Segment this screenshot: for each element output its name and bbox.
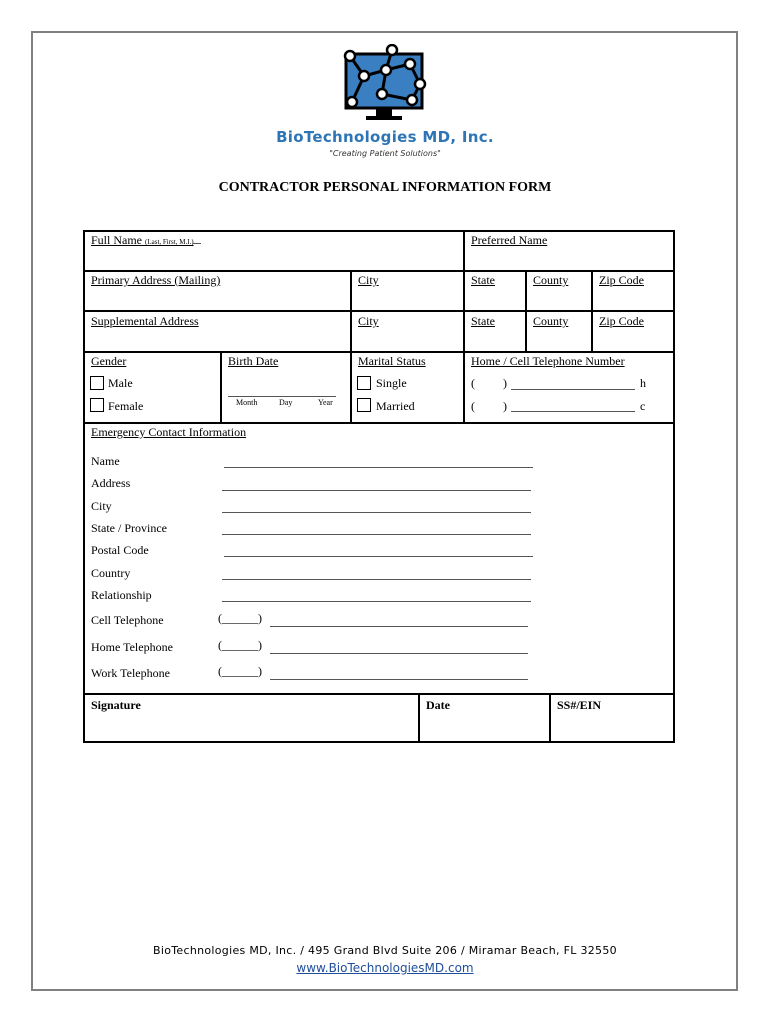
supplemental-zip-label: Zip Code xyxy=(599,314,644,328)
emergency-work-label: Work Telephone xyxy=(91,666,170,680)
emergency-city-line[interactable] xyxy=(222,512,531,513)
emergency-postal-label: Postal Code xyxy=(91,543,149,557)
home-phone-open-paren: ( xyxy=(471,376,475,390)
emergency-country-line[interactable] xyxy=(222,579,531,580)
company-tagline: "Creating Patient Solutions" xyxy=(329,149,441,158)
preferred-name-label: Preferred Name xyxy=(471,233,548,247)
emergency-relationship-label: Relationship xyxy=(91,588,152,602)
birth-date-label: Birth Date xyxy=(228,354,279,368)
company-name: BioTechnologies MD, Inc. xyxy=(276,128,494,146)
birth-date-line xyxy=(228,396,336,397)
emergency-cell-line[interactable] xyxy=(270,626,528,627)
cell-phone-line[interactable] xyxy=(511,411,635,412)
col-divider xyxy=(525,270,527,351)
emergency-cell-paren: (______) xyxy=(218,611,262,625)
emergency-relationship-line[interactable] xyxy=(222,601,531,602)
male-label: Male xyxy=(108,376,133,390)
primary-state-label: State xyxy=(471,273,495,287)
birth-month-label: Month xyxy=(236,398,258,407)
date-label: Date xyxy=(426,698,450,712)
phone-header-label: Home / Cell Telephone Number xyxy=(471,354,625,368)
emergency-address-label: Address xyxy=(91,476,131,490)
emergency-postal-line[interactable] xyxy=(224,556,533,557)
supplemental-state-label: State xyxy=(471,314,495,328)
emergency-address-line[interactable] xyxy=(222,490,531,491)
single-checkbox[interactable] xyxy=(357,376,371,390)
emergency-city-label: City xyxy=(91,499,112,513)
col-divider xyxy=(463,230,465,270)
col-divider xyxy=(591,270,593,351)
gender-label: Gender xyxy=(91,354,127,368)
birth-year-label: Year xyxy=(318,398,333,407)
col-divider xyxy=(220,351,222,422)
emergency-work-paren: (______) xyxy=(218,664,262,678)
emergency-home-line[interactable] xyxy=(270,653,528,654)
supplemental-city-label: City xyxy=(358,314,379,328)
emergency-title: Emergency Contact Information xyxy=(91,425,247,439)
footer-website-link[interactable]: www.BioTechnologiesMD.com xyxy=(296,961,474,975)
home-suffix: h xyxy=(640,376,646,390)
emergency-state-label: State / Province xyxy=(91,521,167,535)
col-divider xyxy=(350,351,352,422)
supplemental-address-label: Supplemental Address xyxy=(91,314,199,328)
full-name-label: Full Name (Last, First, M.I.) xyxy=(91,233,194,247)
emergency-name-line[interactable] xyxy=(224,467,533,468)
marital-status-label: Marital Status xyxy=(358,354,426,368)
emergency-state-line[interactable] xyxy=(222,534,531,535)
row-divider xyxy=(83,422,675,424)
home-phone-line[interactable] xyxy=(511,389,635,390)
cell-phone-open-paren: ( xyxy=(471,399,475,413)
birth-day-label: Day xyxy=(279,398,293,407)
cell-suffix: c xyxy=(640,399,646,413)
company-logo xyxy=(336,44,432,124)
home-phone-close-paren: ) xyxy=(503,376,507,390)
primary-city-label: City xyxy=(358,273,379,287)
primary-county-label: County xyxy=(533,273,569,287)
form-table xyxy=(83,230,675,743)
row-divider xyxy=(83,351,675,353)
emergency-work-line[interactable] xyxy=(270,679,528,680)
row-divider xyxy=(83,310,675,312)
primary-zip-label: Zip Code xyxy=(599,273,644,287)
footer-address: BioTechnologies MD, Inc. / 495 Grand Blvd Suite 206 / Miramar Beach, FL 32550 xyxy=(153,944,617,957)
full-name-hint: (Last, First, M.I.) xyxy=(145,238,194,246)
signature-label: Signature xyxy=(91,698,141,712)
ssn-label: SS#/EIN xyxy=(557,698,602,712)
female-checkbox[interactable] xyxy=(90,398,104,412)
primary-address-label: Primary Address (Mailing) xyxy=(91,273,221,287)
female-label: Female xyxy=(108,399,144,413)
male-checkbox[interactable] xyxy=(90,376,104,390)
emergency-country-label: Country xyxy=(91,566,131,580)
full-name-underline xyxy=(193,243,201,244)
cell-phone-close-paren: ) xyxy=(503,399,507,413)
col-divider xyxy=(350,270,352,351)
col-divider xyxy=(418,693,420,743)
emergency-name-label: Name xyxy=(91,454,120,468)
row-divider xyxy=(83,693,675,695)
supplemental-county-label: County xyxy=(533,314,569,328)
col-divider xyxy=(549,693,551,743)
married-checkbox[interactable] xyxy=(357,398,371,412)
single-label: Single xyxy=(376,376,407,390)
row-divider xyxy=(83,270,675,272)
form-title: CONTRACTOR PERSONAL INFORMATION FORM xyxy=(218,180,552,195)
emergency-home-paren: (______) xyxy=(218,638,262,652)
emergency-cell-label: Cell Telephone xyxy=(91,613,164,627)
married-label: Married xyxy=(376,399,415,413)
col-divider xyxy=(463,270,465,422)
emergency-home-label: Home Telephone xyxy=(91,640,173,654)
